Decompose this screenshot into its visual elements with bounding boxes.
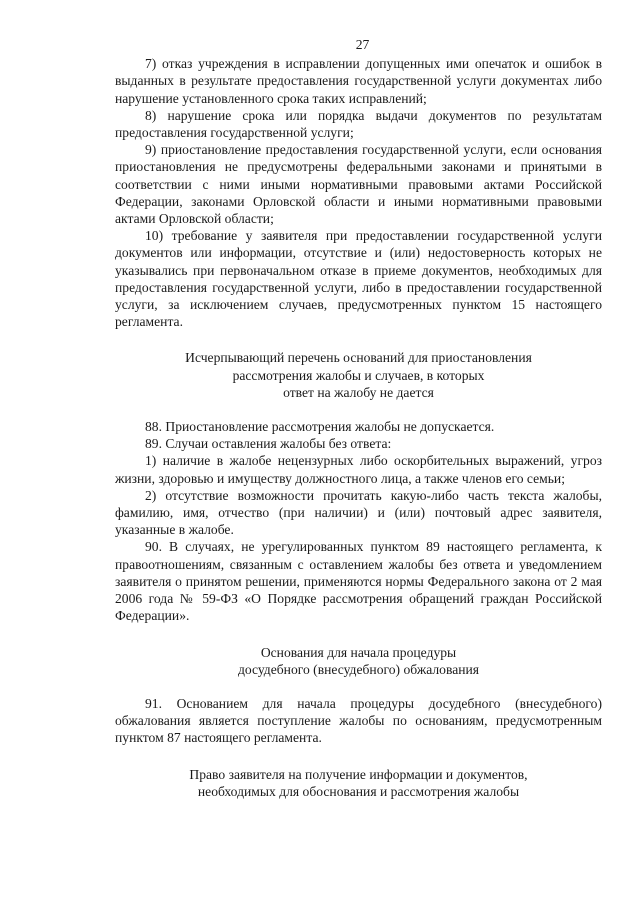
paragraph-90: 90. В случаях, не урегулированных пунктом 89 настоящего регламента, к правоотношениям, связанным с оставлением жалобы без ответа и уведомлением заявителя о принятом решении, применяются нормы Федерального закона от 2 мая 2006 года № 59-ФЗ «О Порядке рассмотрения обращений граждан Российской Федерации». bbox=[115, 539, 602, 624]
paragraph-group-suspension bbox=[115, 418, 602, 624]
heading-line: Основания для начала процедуры bbox=[260, 644, 457, 660]
heading-line: досудебного (внесудебного) обжалования bbox=[237, 661, 480, 677]
paragraph-89: 89. Случаи оставления жалобы без ответа: bbox=[145, 436, 392, 452]
paragraph-item-7: 7) отказ учреждения в исправлении допущенных ими опечаток и ошибок в выданных в результате предоставления государственной услуги документах либо нарушение установленного срока таких исправлений; bbox=[115, 56, 602, 106]
paragraph-group-complaint-reasons bbox=[115, 55, 602, 330]
paragraph-91: 91. Основанием для начала процедуры досудебного (внесудебного) обжалования является поступление жалобы по основаниям, предусмотренным пунктом 87 настоящего регламента. bbox=[115, 695, 602, 746]
paragraph-89-item-1: 1) наличие в жалобе нецензурных либо оскорбительных выражений, угроз жизни, здоровью и имуществу должностного лица, а также членов его семьи; bbox=[115, 453, 602, 486]
heading-line: Исчерпывающий перечень оснований для приостановления bbox=[185, 350, 532, 366]
section-heading-appeal-grounds bbox=[115, 644, 602, 678]
paragraph-item-10: 10) требование у заявителя при предоставлении государственной услуги документов или информации, отсутствие и (или) недостоверность которых не указывались при первоначальном отказе в приеме документов, необходимых для предоставления государственной услуги, либо в предоставлении государственной услуги, за исключением случаев, предусмотренных пунктом 15 настоящего регламента. bbox=[115, 228, 602, 330]
heading-line: необходимых для обоснования и рассмотрения жалобы bbox=[197, 783, 520, 799]
heading-line: Право заявителя на получение информации и документов, bbox=[189, 766, 528, 782]
paragraph-89-item-2: 2) отсутствие возможности прочитать какую-либо часть текста жалобы, фамилию, имя, отчество (при наличии) и (или) почтовый адрес заявителя, указанные в жалобе. bbox=[115, 487, 602, 538]
document-page bbox=[115, 36, 602, 800]
section-heading-suspension-grounds bbox=[115, 349, 602, 401]
paragraph-item-8: 8) нарушение срока или порядка выдачи документов по результатам предоставления государственной услуги; bbox=[115, 107, 602, 141]
paragraph-88: 88. Приостановление рассмотрения жалобы не допускается. bbox=[145, 419, 495, 435]
paragraph-item-9: 9) приостановление предоставления государственной услуги, если основания приостановления не предусмотрены федеральными законами и принятыми в соответствии с ними иными нормативными правовыми актами Российской Федерации, законами Орловской области и иными нормативными правовыми актами Орловской области; bbox=[115, 142, 602, 227]
heading-line: рассмотрения жалобы и случаев, в которых bbox=[232, 367, 485, 383]
heading-line: ответ на жалобу не дается bbox=[283, 384, 434, 400]
page-number: 27 bbox=[355, 37, 370, 52]
paragraph-group-appeal bbox=[115, 695, 602, 747]
section-heading-information-rights bbox=[115, 766, 602, 800]
